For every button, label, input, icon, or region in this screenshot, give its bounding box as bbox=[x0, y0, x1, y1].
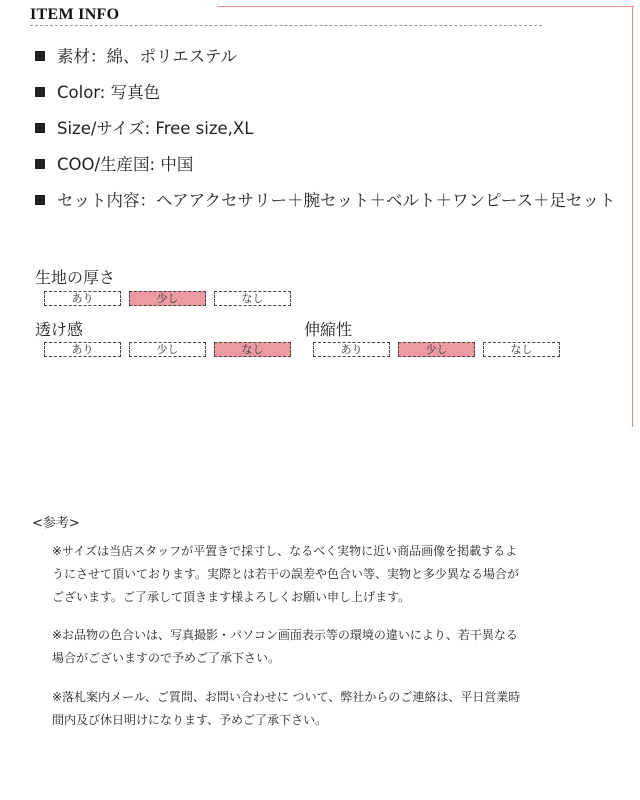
scale-option-nashi: なし bbox=[214, 291, 291, 306]
transparency-label: 透け感 bbox=[35, 320, 84, 339]
bullet-icon bbox=[35, 123, 45, 133]
scale-option-sukoshi: 少し bbox=[129, 342, 206, 357]
bullet-icon bbox=[35, 159, 45, 169]
note-line: ※落札案内メール、ご質問、お問い合わせに ついて、弊社からのご連絡は、平日営業時 bbox=[52, 690, 521, 704]
scale-option-nashi: なし bbox=[483, 342, 560, 357]
spec-size bbox=[35, 115, 253, 139]
decorative-top-line bbox=[218, 6, 634, 7]
note-color bbox=[52, 624, 572, 670]
item-info-title: ITEM INFO bbox=[30, 6, 120, 23]
spec-material bbox=[35, 43, 237, 67]
spec-text: 素材：綿、ポリエステル bbox=[57, 47, 238, 66]
reference-heading: <参考> bbox=[32, 516, 80, 531]
note-size bbox=[52, 540, 572, 609]
spec-text: COO/生産国: 中国 bbox=[57, 155, 194, 174]
spec-text: Size/サイズ: Free size,XL bbox=[57, 119, 254, 138]
note-line: ※サイズは当店スタッフが平置きで採寸し、なるべく実物に近い商品画像を掲載するよ bbox=[52, 544, 518, 558]
thickness-label: 生地の厚さ bbox=[35, 268, 116, 287]
spec-set-contents bbox=[35, 187, 616, 211]
note-line: ※お品物の色合いは、写真撮影・パソコン画面表示等の環境の違いにより、若干異なる bbox=[52, 628, 518, 642]
spec-text: Color: 写真色 bbox=[57, 83, 161, 102]
scale-option-ari: あり bbox=[44, 291, 121, 306]
title-divider bbox=[30, 25, 542, 26]
note-line: 場合がございますので予めご了承下さい。 bbox=[52, 651, 281, 665]
note-line: ございます。ご了承して頂きます様よろしくお願い申し上げます。 bbox=[52, 590, 411, 604]
scale-option-ari: あり bbox=[44, 342, 121, 357]
thickness-scale bbox=[44, 291, 299, 306]
scale-option-sukoshi: 少し bbox=[398, 342, 475, 357]
transparency-scale bbox=[44, 342, 299, 357]
bullet-icon bbox=[35, 87, 45, 97]
bullet-icon bbox=[35, 195, 45, 205]
note-line: うにさせて頂いております。実際とは若干の誤差や色合い等、実物と多少異なる場合が bbox=[52, 567, 520, 581]
decorative-right-line bbox=[632, 6, 633, 427]
spec-text: セット内容：ヘアアクセサリー＋腕セット＋ベルト＋ワンピース＋足セット bbox=[57, 191, 616, 210]
scale-option-sukoshi: 少し bbox=[129, 291, 206, 306]
stretch-scale bbox=[313, 342, 568, 357]
bullet-icon bbox=[35, 51, 45, 61]
scale-option-ari: あり bbox=[313, 342, 390, 357]
note-line: 間内及び休日明けになります、予めご了承下さい。 bbox=[52, 713, 328, 727]
note-contact bbox=[52, 686, 572, 732]
spec-origin bbox=[35, 151, 193, 175]
stretch-label: 伸縮性 bbox=[304, 320, 353, 339]
spec-color bbox=[35, 79, 160, 103]
scale-option-nashi: なし bbox=[214, 342, 291, 357]
